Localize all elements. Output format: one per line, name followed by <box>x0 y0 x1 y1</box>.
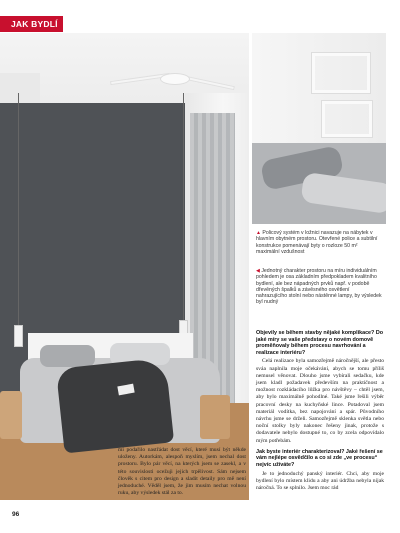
article-right-column <box>256 330 384 496</box>
dark-blanket <box>56 357 174 453</box>
page-number: 96 <box>12 511 20 518</box>
caption-text: Policový systém v ložnici navazuje na nábytek v hlavním obytném prostoru. Otevřené police a subtilní konstrukce pomenávají byty o rozloze 50 m² maximální vzdušnost <box>256 230 378 255</box>
wooden-stump-left <box>0 391 22 439</box>
interview-question: Jak byste interiér charakterizoval? Jaké řešení se vám nejlépe osvědčilo a co si zde „ve procesu“ nejvíc užíváte? <box>256 448 383 468</box>
pendant-lamp-left <box>14 325 23 347</box>
ceiling-fan <box>160 73 190 85</box>
pillow <box>40 345 95 367</box>
section-tag: JAK BYDLÍ <box>0 16 63 32</box>
interview-question: Objevily se během stavby nějaké komplikace? Do jaké míry se vaše představy o novém domově proměňovaly během procesu navrhování a realizace interiéru? <box>256 330 384 356</box>
shelf-detail-photo <box>252 33 386 224</box>
interview-answer: Celá realizace byla samozřejmě náročnější, ale přesto sváa naplnila moje očekávání, abych se tomu příliš nemusel věnovat. Dlouho jsme vybírali sedačku, kde jsem kladl požadavek především na praktičnost a možnost rozkládacího lůžka pro návštěvy – chtěl jsem, aby bylo maximálně pohodlné. Také jsme řešili výběr pracovní desky na kuchyňské lince. Potadoval jsem materiál vodítka, bez napojování a spár. Původního návrhu jsme se drželi. Samozřejmě sklenka světla nebo noční stolky byly nakonec řešeny jinak, protože s dodavatele nebylo dostupné to, co by zcela odpovídalo mým potřebám. <box>256 358 384 444</box>
caption-text: Jednotný charakter prostoru na míru individuálním pohledem je osa základním předpokladem kvalitního bydlení, ale bez nápadných prvků např. v podobě dřevěných špalků a závěsného osvětlení nahrazujícího stolní nebo nástěnné lampy, by výsledek byl nudný <box>256 268 382 306</box>
shelf-frame <box>312 53 370 93</box>
shelf-frame <box>322 101 372 137</box>
bedroom-photo <box>0 33 249 500</box>
pendant-cord-left <box>18 93 19 328</box>
photo-caption-2 <box>256 268 382 306</box>
article-left-column: mi podařilo nastřádat dost věcí, které musí být někde uloženy. Autorkám, alespoň myslím, jsem nechal dost prostoru. Bylo pár věcí, na kterých jsem se zasekl, a v této souvislosti ocežuji jejich trpělivost. Sám nejsem člověk s citem pro design a sladit detaily pro mě není jednoduché. Věděl jsem, že jim musím nechat volnou ruku, aby výsledek stál za to. <box>118 447 246 497</box>
interview-answer: Je to jednoduchý panský interiér. Chci, aby moje bydlení bylo místem klidu a aby ani údržba nebyla nijak náročná. To se splnilo. Jsem moc rád <box>256 470 384 491</box>
caption-marker-up-icon: ▲ <box>256 230 261 236</box>
caption-marker-left-icon: ◀ <box>256 268 260 274</box>
photo-caption-1 <box>256 230 382 255</box>
wooden-stump-right <box>200 395 230 439</box>
pendant-cord-right <box>183 93 184 323</box>
